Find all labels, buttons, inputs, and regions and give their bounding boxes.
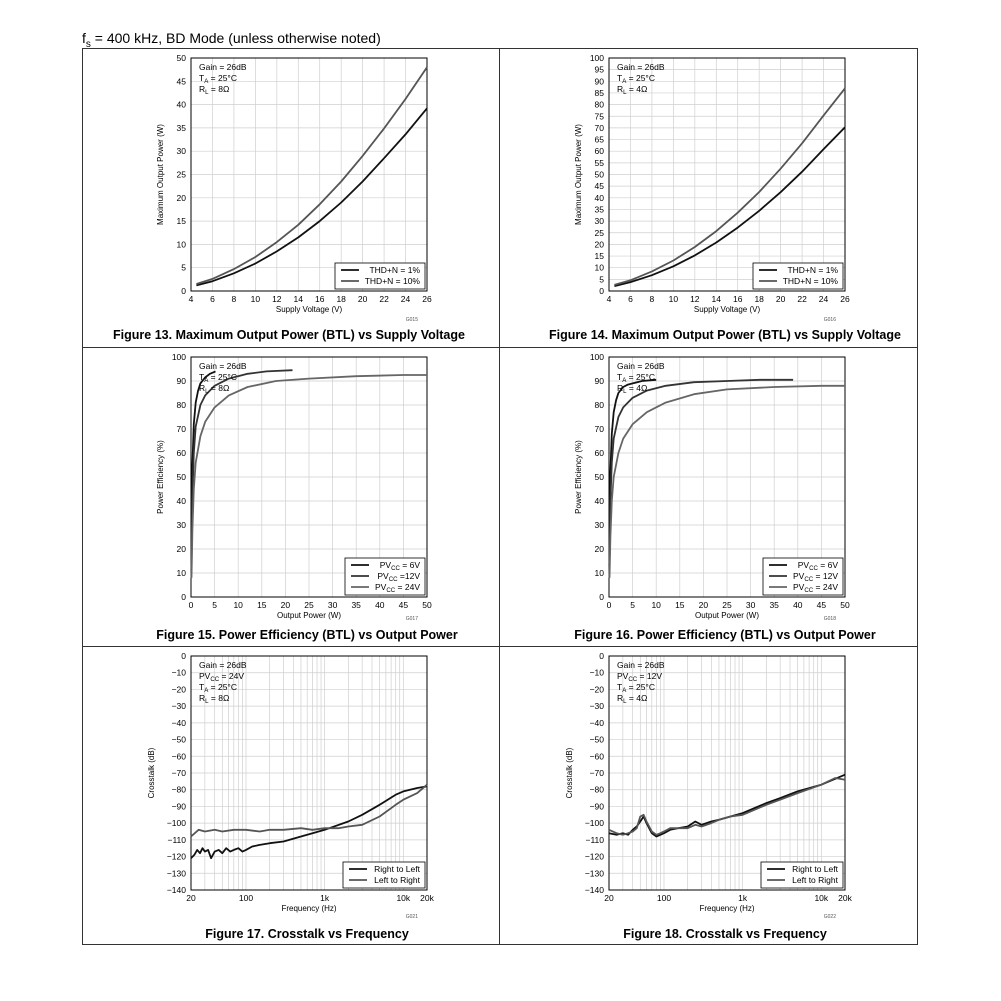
series-line-2 [192,370,293,568]
x-tick-label: 5 [630,600,635,610]
x-tick-label: 4 [606,294,612,304]
x-tick-label: 40 [793,600,803,610]
legend-label: THD+N = 1% [369,265,420,275]
y-tick-label: 15 [176,216,186,227]
x-tick-label: 50 [422,600,432,610]
legend-label: $PV_{CC} = 6V$ [379,560,420,572]
x-tick-label: 6 [628,294,633,304]
x-tick-label: 30 [327,600,338,610]
y-tick-label: 45 [176,76,186,87]
series-line-2 [191,785,427,837]
y-tick-label: 40 [176,99,186,110]
y-tick-label: −60 [171,751,186,762]
condition-text: $T_A = 25^\circ C$ [199,372,237,384]
x-tick-label: 20 [775,294,786,304]
y-tick-label: 70 [594,122,604,133]
legend-label: Left to Right [374,875,420,885]
x-tick-label: 22 [797,294,807,304]
chart-2 [549,53,901,342]
chart-4 [574,352,876,642]
y-tick-label: 30 [594,216,604,227]
condition-text: $R_L = 4\Omega$ [617,383,648,395]
x-tick-label: 25 [304,600,314,610]
figure-caption: Figure 18. Crosstalk vs Frequency [623,927,827,941]
y-tick-label: 25 [176,169,186,180]
x-tick-label: 20 [357,294,368,304]
legend-label: $PV_{CC} = 24V$ [375,582,420,594]
x-axis-label: Output Power (W) [694,611,760,620]
y-tick-label: −20 [171,684,186,695]
figure-code: G021 [405,914,418,920]
chart-1 [113,53,465,342]
y-tick-label: 50 [594,169,604,180]
y-tick-label: −120 [166,851,186,862]
series-line-1 [609,775,845,837]
y-tick-label: 0 [181,592,186,602]
y-tick-label: 10 [594,568,604,578]
y-tick-label: 60 [594,146,604,157]
x-tick-label: 4 [188,294,194,304]
y-axis-label: Crosstalk (dB) [565,747,574,799]
header-prefix: f [82,30,86,46]
y-tick-label: 85 [594,87,604,98]
figure-code: G022 [823,914,836,920]
y-axis-label: Power Efficiency (%) [156,440,165,514]
y-tick-label: 70 [176,424,186,434]
y-tick-label: 80 [594,400,604,410]
series-line-2 [196,67,427,284]
condition-text: Gain = 26dB [617,660,665,670]
y-tick-label: 0 [599,651,604,661]
y-tick-label: −40 [171,717,186,728]
chart-6 [565,651,853,941]
condition-text: Gain = 26dB [617,62,665,72]
y-tick-label: −140 [166,885,186,895]
legend [753,263,843,289]
legend-label: $PV_{CC} =12V$ [377,571,420,583]
y-tick-label: 70 [594,424,604,434]
series-line-1 [196,108,427,285]
x-tick-label: 12 [272,294,282,304]
y-tick-label: 75 [594,111,604,122]
legend-label: THD+N = 10% [364,276,420,286]
y-tick-label: 40 [176,496,186,506]
figure-caption: Figure 15. Power Efficiency (BTL) vs Output Power [156,628,458,642]
x-tick-label: 20 [280,600,291,610]
y-tick-label: 20 [594,544,604,554]
y-tick-label: 30 [176,520,186,530]
x-tick-label: 10 [651,600,661,610]
x-tick-label: 15 [675,600,685,610]
x-tick-label: 20k [838,893,852,903]
series-line-2 [614,88,845,285]
condition-text: Gain = 26dB [199,660,247,670]
y-tick-label: 60 [176,448,186,458]
x-tick-label: 1k [738,893,748,903]
x-tick-label: 12 [690,294,700,304]
x-tick-label: 15 [257,600,267,610]
figure-caption: Figure 14. Maximum Output Power (BTL) vs Supply Voltage [549,328,901,342]
y-tick-label: −70 [171,768,186,778]
y-tick-label: 80 [594,99,604,110]
y-tick-label: 40 [594,192,604,203]
y-tick-label: −10 [589,667,604,678]
y-tick-label: −50 [589,734,604,745]
conditions [617,361,665,395]
figure-caption: Figure 13. Maximum Output Power (BTL) vs Supply Voltage [113,328,465,342]
condition-text: $R_L = 8\Omega$ [199,84,230,96]
x-tick-label: 8 [231,294,237,304]
condition-text: Gain = 26dB [199,62,247,72]
y-tick-label: −110 [167,834,186,845]
condition-text: $R_L = 8\Omega$ [199,693,230,705]
y-tick-label: 0 [599,592,604,602]
series-line-2 [610,380,794,564]
y-axis-label: Power Efficiency (%) [574,440,583,514]
legend-label: THD+N = 1% [787,265,838,275]
figure-code: G016 [823,317,836,323]
x-tick-label: 10k [396,893,411,903]
condition-text: $T_A = 25^\circ C$ [617,682,655,694]
y-tick-label: 10 [594,262,604,273]
x-tick-label: 14 [711,294,722,304]
y-tick-label: −80 [589,784,604,795]
y-tick-label: −20 [589,684,604,695]
y-tick-label: 0 [181,651,186,661]
x-tick-label: 5 [212,600,217,610]
y-tick-label: 50 [594,472,604,482]
y-axis-label: Maximum Output Power (W) [156,124,165,225]
y-tick-label: 0 [599,286,604,296]
y-tick-label: 40 [594,496,604,506]
chart-5 [147,651,435,941]
y-tick-label: 5 [599,274,604,285]
x-tick-label: 20 [698,600,709,610]
x-tick-label: 35 [351,600,361,610]
y-tick-label: 100 [171,352,186,362]
x-tick-label: 18 [754,294,764,304]
y-tick-label: −100 [166,818,186,829]
y-tick-label: 0 [181,286,186,296]
condition-text: $T_A = 25^\circ C$ [617,372,655,384]
x-tick-label: 25 [722,600,732,610]
y-tick-label: 60 [594,448,604,458]
condition-text: Gain = 26dB [199,361,247,371]
y-tick-label: −50 [171,734,186,745]
figure-caption: Figure 16. Power Efficiency (BTL) vs Output Power [574,628,876,642]
x-tick-label: 22 [379,294,389,304]
x-tick-label: 18 [336,294,346,304]
x-tick-label: 40 [375,600,385,610]
y-tick-label: 45 [594,181,604,192]
x-tick-label: 35 [769,600,779,610]
y-tick-label: 50 [176,53,186,63]
x-tick-label: 45 [816,600,827,610]
x-axis-label: Supply Voltage (V) [275,305,343,314]
x-tick-label: 26 [422,294,432,304]
x-tick-label: 30 [745,600,756,610]
series-line-1 [191,786,427,858]
header-text: = 400 kHz, BD Mode (unless otherwise noted) [90,30,381,46]
y-tick-label: −80 [171,784,186,795]
x-axis-label: Output Power (W) [276,611,342,620]
condition-text: $R_L = 8\Omega$ [199,383,230,395]
conditions [199,660,247,705]
x-tick-label: 10 [250,294,261,304]
x-axis-label: Frequency (Hz) [699,904,755,913]
figure-caption: Figure 17. Crosstalk vs Frequency [205,927,409,941]
figure-code: G018 [823,616,836,622]
x-tick-label: 24 [818,294,829,304]
x-tick-label: 14 [293,294,304,304]
legend-label: $PV_{CC} = 6V$ [797,560,838,572]
condition-text: $PV_{CC} = 12V$ [617,671,662,683]
figure-code: G015 [405,317,418,323]
x-tick-label: 20 [604,893,614,903]
x-tick-label: 20k [420,893,434,903]
legend [343,862,425,888]
y-tick-label: 30 [176,146,186,157]
y-tick-label: 50 [176,472,186,482]
y-tick-label: 5 [181,262,186,273]
x-tick-label: 16 [314,294,325,304]
conditions [199,62,247,96]
condition-text: $R_L = 4\Omega$ [617,84,648,96]
y-tick-label: −90 [171,801,186,812]
y-tick-label: 90 [176,376,186,386]
y-tick-label: −40 [589,717,604,728]
condition-text: $T_A = 25^\circ C$ [199,73,237,85]
y-tick-label: 10 [176,239,186,250]
y-tick-label: 25 [594,227,604,238]
y-tick-label: −30 [589,701,604,712]
legend-label: $PV_{CC} = 12V$ [793,571,838,583]
y-tick-label: 65 [594,134,604,145]
legend-label: $PV_{CC} = 24V$ [793,582,838,594]
x-tick-label: 0 [188,600,194,610]
y-tick-label: 20 [594,239,604,250]
legend-label: Left to Right [792,875,838,885]
x-tick-label: 20 [186,893,196,903]
y-tick-label: 95 [594,64,604,75]
x-tick-label: 1k [320,893,330,903]
legend-label: Right to Left [374,864,420,874]
legend-label: Right to Left [792,864,838,874]
y-tick-label: 15 [594,251,604,262]
y-tick-label: 30 [594,520,604,530]
header-sub: s [85,38,91,50]
x-tick-label: 8 [649,294,655,304]
x-tick-label: 24 [400,294,411,304]
y-tick-label: −70 [589,768,604,778]
x-tick-label: 100 [238,893,254,903]
y-tick-label: −100 [584,818,604,829]
x-tick-label: 50 [840,600,850,610]
x-tick-label: 100 [656,893,672,903]
y-tick-label: 20 [176,544,186,554]
figure-code: G017 [405,616,418,622]
condition-text: $T_A = 25^\circ C$ [199,682,237,694]
y-tick-label: −10 [171,667,186,678]
x-axis-label: Frequency (Hz) [281,904,337,913]
y-tick-label: 20 [176,192,186,203]
y-tick-label: −140 [584,885,604,895]
legend [763,558,843,595]
legend [761,862,843,888]
x-tick-label: 45 [398,600,409,610]
y-tick-label: −90 [589,801,604,812]
x-tick-label: 0 [606,600,612,610]
y-tick-label: −60 [589,751,604,762]
y-tick-label: −110 [585,834,604,845]
condition-text: $T_A = 25^\circ C$ [617,73,655,85]
x-tick-label: 10k [814,893,829,903]
y-tick-label: 100 [589,352,604,362]
y-axis-label: Crosstalk (dB) [147,747,156,799]
y-tick-label: 100 [589,53,604,63]
x-tick-label: 16 [732,294,743,304]
conditions [617,62,665,96]
x-tick-label: 10 [233,600,243,610]
y-tick-label: −30 [171,701,186,712]
y-tick-label: 90 [594,376,604,386]
y-tick-label: −130 [166,868,186,879]
y-tick-label: 35 [176,122,186,133]
x-axis-label: Supply Voltage (V) [693,305,761,314]
x-tick-label: 26 [840,294,850,304]
y-tick-label: 80 [176,400,186,410]
y-tick-label: 10 [176,568,186,578]
condition-text: $R_L = 4\Omega$ [617,693,648,705]
y-axis-label: Maximum Output Power (W) [574,124,583,225]
y-tick-label: 35 [594,204,604,215]
y-tick-label: −130 [584,868,604,879]
legend [335,263,425,289]
y-tick-label: 55 [594,157,604,168]
x-tick-label: 10 [668,294,679,304]
conditions [617,660,665,705]
condition-text: Gain = 26dB [617,361,665,371]
condition-text: $PV_{CC} = 24V$ [199,671,244,683]
chart-3 [156,352,458,642]
legend-label: THD+N = 10% [782,276,838,286]
legend [345,558,425,595]
y-tick-label: −120 [584,851,604,862]
x-tick-label: 6 [210,294,215,304]
y-tick-label: 90 [594,76,604,87]
